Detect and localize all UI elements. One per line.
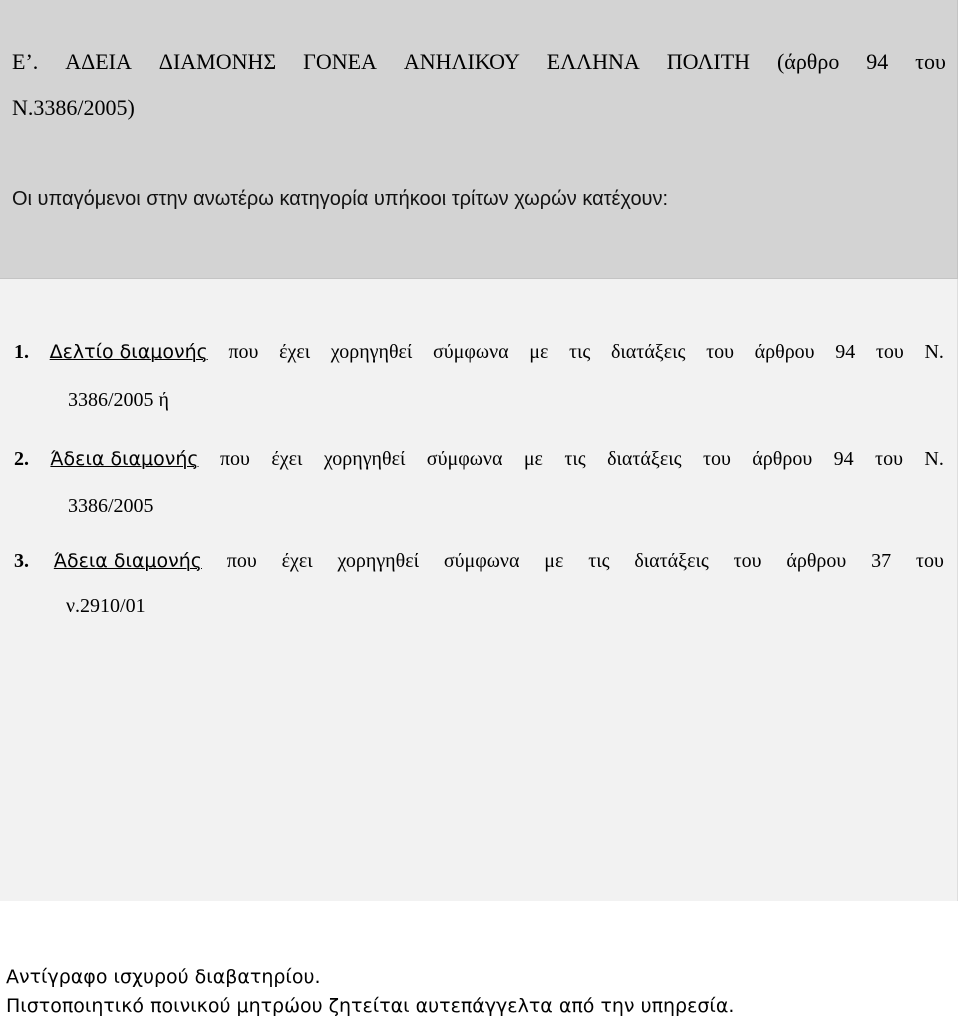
list-item-3 bbox=[14, 550, 944, 573]
item-word: που bbox=[219, 448, 250, 470]
item-word: σύμφωνα bbox=[443, 550, 520, 572]
title-word: ΕΛΛΗΝΑ bbox=[546, 49, 640, 74]
title-word: του bbox=[915, 49, 946, 74]
item-term: Δελτίο διαμονής bbox=[49, 341, 208, 363]
item-word: σύμφωνα bbox=[426, 448, 503, 470]
title-word: ΑΝΗΛΙΚΟΥ bbox=[403, 49, 520, 74]
item-word: χορηγηθεί bbox=[330, 341, 413, 363]
item-word: τις bbox=[564, 448, 586, 470]
item-word: έχει bbox=[271, 448, 303, 470]
intro-text: Οι υπαγόμενοι στην ανωτέρω κατηγορία υπήκοοι τρίτων χωρών κατέχουν: bbox=[12, 188, 669, 210]
item-word: χορηγηθεί bbox=[323, 448, 406, 470]
item-word: 37 bbox=[871, 550, 892, 572]
title-word: Ε’. bbox=[12, 49, 39, 74]
item-word: χορηγηθεί bbox=[337, 550, 419, 572]
item-word: άρθρου bbox=[752, 448, 813, 470]
title-word: ΑΔΕΙΑ bbox=[65, 49, 132, 74]
title-word: ΔΙΑΜΟΝΗΣ bbox=[158, 49, 277, 74]
list-item-2 bbox=[14, 448, 944, 471]
item-word: τις bbox=[569, 341, 591, 363]
item-word: του bbox=[702, 448, 731, 470]
title-word: 94 bbox=[866, 49, 889, 74]
item-word: τις bbox=[588, 550, 610, 572]
item-number: 1. bbox=[14, 341, 29, 363]
item-word: του bbox=[875, 341, 904, 363]
item-word: διατάξεις bbox=[611, 341, 686, 363]
title-word: ΠΟΛΙΤΗ bbox=[666, 49, 751, 74]
section-title bbox=[12, 49, 946, 75]
item-word: διατάξεις bbox=[607, 448, 682, 470]
item-word: που bbox=[226, 550, 257, 572]
item-word: με bbox=[523, 448, 543, 470]
item-continuation: 3386/2005 bbox=[68, 495, 154, 517]
item-word: έχει bbox=[279, 341, 311, 363]
item-word: Ν. bbox=[924, 448, 944, 470]
item-word: άρθρου bbox=[786, 550, 847, 572]
item-word: του bbox=[733, 550, 762, 572]
footer-note-passport: Αντίγραφο ισχυρού διαβατηρίου. bbox=[6, 966, 321, 988]
item-number: 3. bbox=[14, 550, 29, 572]
item-word: σύμφωνα bbox=[432, 341, 509, 363]
item-word: που bbox=[228, 341, 259, 363]
item-word: 94 bbox=[835, 341, 856, 363]
item-number: 2. bbox=[14, 448, 29, 470]
item-term: Άδεια διαμονής bbox=[50, 448, 199, 470]
footer-note-criminal-record: Πιστοποιητικό ποινικού μητρώου ζητείται αυτεπάγγελτα από την υπηρεσία. bbox=[6, 995, 735, 1017]
section-header-box bbox=[0, 0, 958, 279]
item-word: του bbox=[706, 341, 735, 363]
item-word: άρθρου bbox=[754, 341, 815, 363]
item-word: του bbox=[875, 448, 903, 470]
item-word: έχει bbox=[281, 550, 313, 572]
item-word: με bbox=[529, 341, 549, 363]
title-word: ΓΟΝΕΑ bbox=[303, 49, 377, 74]
item-word: Ν. bbox=[924, 341, 944, 363]
item-continuation: 3386/2005 ή bbox=[68, 389, 170, 411]
list-item-1 bbox=[14, 341, 944, 364]
document-list-box bbox=[0, 279, 958, 901]
item-continuation: ν.2910/01 bbox=[66, 595, 146, 617]
item-word: 94 bbox=[833, 448, 854, 470]
item-term: Άδεια διαμονής bbox=[53, 550, 202, 572]
title-word: (άρθρο bbox=[776, 49, 840, 74]
item-word: με bbox=[544, 550, 564, 572]
item-word: του bbox=[915, 550, 944, 572]
section-title-line2: Ν.3386/2005) bbox=[12, 95, 135, 120]
item-word: διατάξεις bbox=[634, 550, 709, 572]
